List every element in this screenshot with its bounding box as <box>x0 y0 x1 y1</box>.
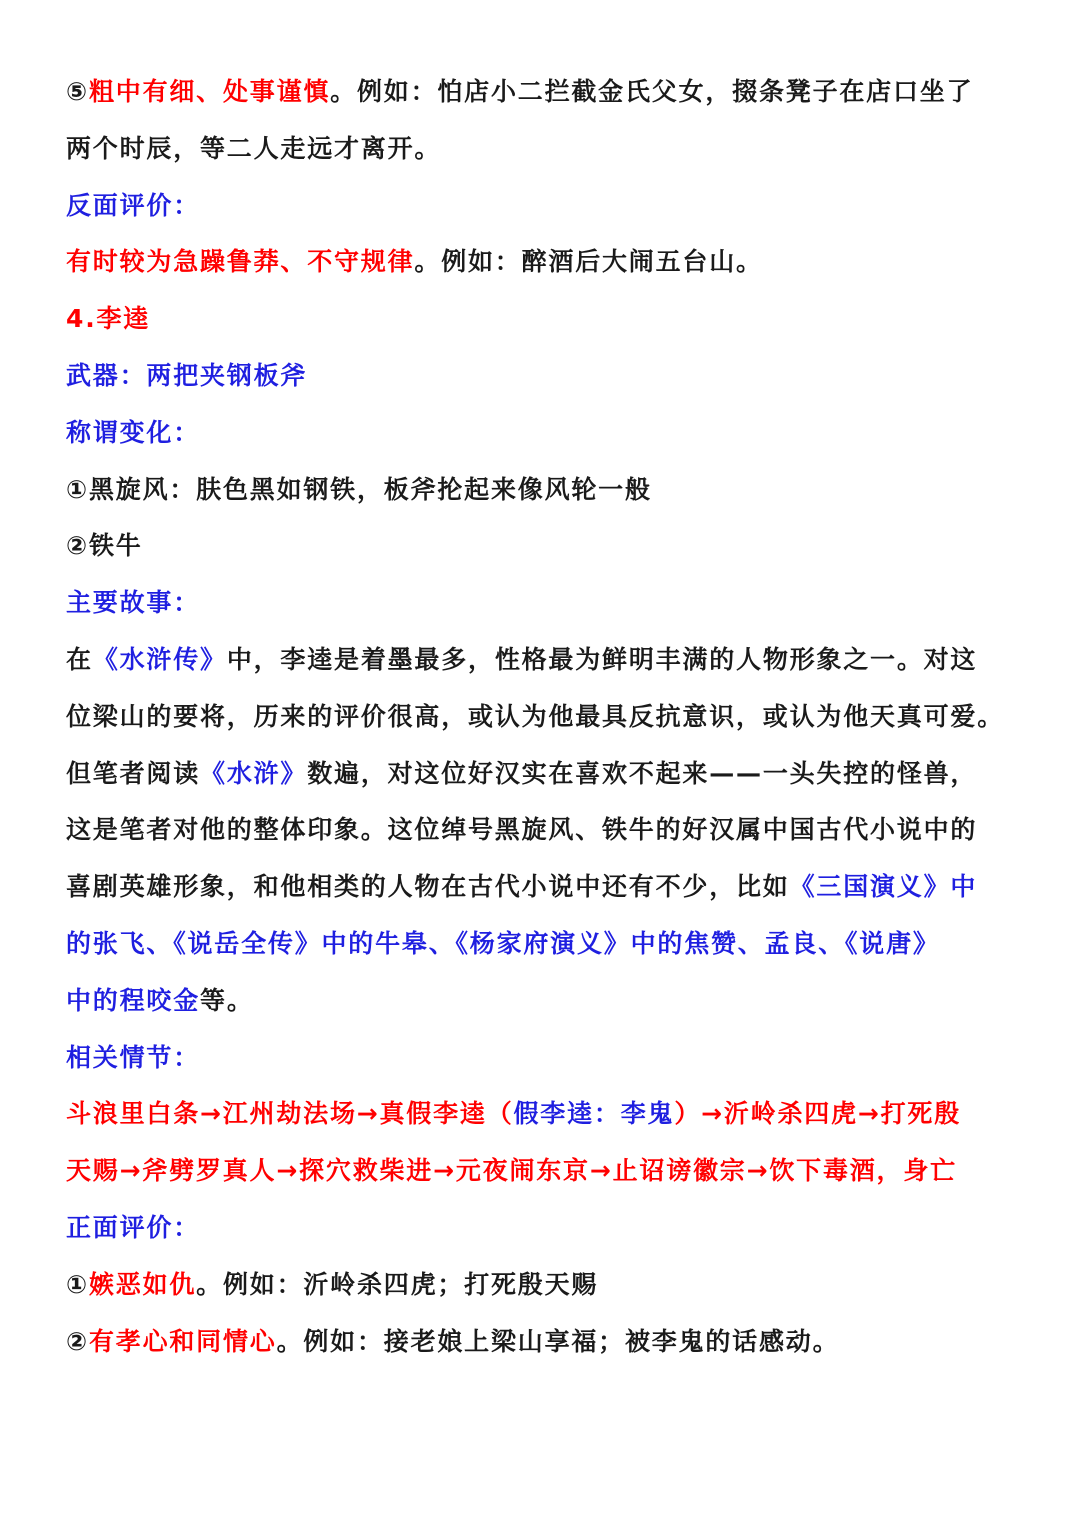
text-segment: 喜剧英雄形象，和他相类的人物在古代小说中还有不少，比如 <box>66 872 790 902</box>
text-line-ln7 <box>66 405 1016 462</box>
text-line-ln14 <box>66 802 1016 859</box>
text-segment: 反面评价： <box>66 190 201 220</box>
text-line-ln22 <box>66 1257 1016 1314</box>
text-line-ln16 <box>66 916 1016 973</box>
text-segment: 。例如：醉酒后大闹五台山。 <box>414 247 763 277</box>
text-line-ln6 <box>66 348 1016 405</box>
text-segment: 天赐→斧劈罗真人→探穴救柴进→元夜闹东京→止诏谤徽宗→饮下毒酒，身亡 <box>66 1156 957 1186</box>
text-segment: 称谓变化： <box>66 417 201 447</box>
text-segment: ② <box>66 1326 89 1356</box>
text-line-ln17 <box>66 973 1016 1030</box>
text-segment: 在 <box>66 644 93 674</box>
text-segment: 中，李逵是着墨最多，性格最为鲜明丰满的人物形象之一。对这 <box>226 644 978 674</box>
text-line-ln5 <box>66 291 1016 348</box>
text-segment: 《三国演义》中 <box>789 872 978 902</box>
text-line-ln4 <box>66 234 1016 291</box>
text-segment: 4.李逵 <box>66 304 151 334</box>
text-line-ln19 <box>66 1086 1016 1143</box>
text-segment: ）→沂岭杀四虎→打死殷 <box>674 1099 962 1129</box>
text-line-ln10 <box>66 575 1016 632</box>
text-segment: ① <box>66 1269 89 1299</box>
text-segment: 有时较为急躁鲁莽、不守规律 <box>66 247 415 277</box>
text-segment: 。例如：接老娘上梁山享福；被李鬼的话感动。 <box>276 1326 840 1356</box>
text-segment: 。例如：怕店小二拦截金氏父女，掇条凳子在店口坐了 <box>330 77 974 106</box>
text-line-ln18 <box>66 1030 1016 1087</box>
text-segment: 中的程咬金 <box>66 985 201 1015</box>
text-segment: 这是笔者对他的整体印象。这位绰号黑旋风、铁牛的好汉属中国古代小说中的 <box>66 815 978 845</box>
text-segment: 《水浒》 <box>200 758 308 788</box>
text-line-ln11 <box>66 632 1016 689</box>
text-segment: ①黑旋风：肤色黑如钢铁，板斧抡起来像风轮一般 <box>66 474 652 504</box>
text-line-ln21 <box>66 1200 1016 1257</box>
text-segment: 武器：两把夹钢板斧 <box>66 360 308 390</box>
text-segment: ⑤ <box>66 77 89 106</box>
text-line-ln23 <box>66 1314 1016 1371</box>
text-segment: 主要故事： <box>66 588 201 618</box>
text-segment: ②铁牛 <box>66 531 143 561</box>
text-segment: 《水浒传》 <box>92 644 227 674</box>
text-line-ln2 <box>66 121 1016 178</box>
text-segment: 粗中有细、处事谨慎 <box>88 77 331 106</box>
text-segment: 位梁山的要将，历来的评价很高，或认为他最具反抗意识，或认为他天真可爱。 <box>66 701 1005 731</box>
text-segment: 数遍，对这位好汉实在喜欢不起来——一头失控的怪兽， <box>307 758 978 788</box>
text-segment: 的张飞、《说岳全传》中的牛皋、《杨家府演义》中的焦赞、孟良、《说唐》 <box>66 928 940 958</box>
text-segment: 。例如：沂岭杀四虎；打死殷天赐 <box>196 1269 599 1299</box>
text-segment: 相关情节： <box>66 1042 201 1072</box>
text-line-ln20 <box>66 1143 1016 1200</box>
text-segment: 但笔者阅读 <box>66 758 201 788</box>
text-line-ln9 <box>66 518 1016 575</box>
text-line-ln12 <box>66 689 1016 746</box>
text-segment: 假李逵：李鬼 <box>513 1099 675 1129</box>
text-line-ln15 <box>66 859 1016 916</box>
text-segment: 嫉恶如仇 <box>88 1269 197 1299</box>
text-line-ln1 <box>66 64 1016 121</box>
text-line-ln3 <box>66 178 1016 235</box>
text-segment: 两个时辰，等二人走远才离开。 <box>66 133 442 163</box>
text-line-ln13 <box>66 746 1016 803</box>
text-segment: 等。 <box>200 985 254 1015</box>
text-segment: 有孝心和同情心 <box>88 1326 277 1356</box>
text-line-ln8 <box>66 462 1016 519</box>
text-segment: 斗浪里白条→江州劫法场→真假李逵（ <box>66 1099 514 1129</box>
text-segment: 正面评价： <box>66 1212 201 1242</box>
